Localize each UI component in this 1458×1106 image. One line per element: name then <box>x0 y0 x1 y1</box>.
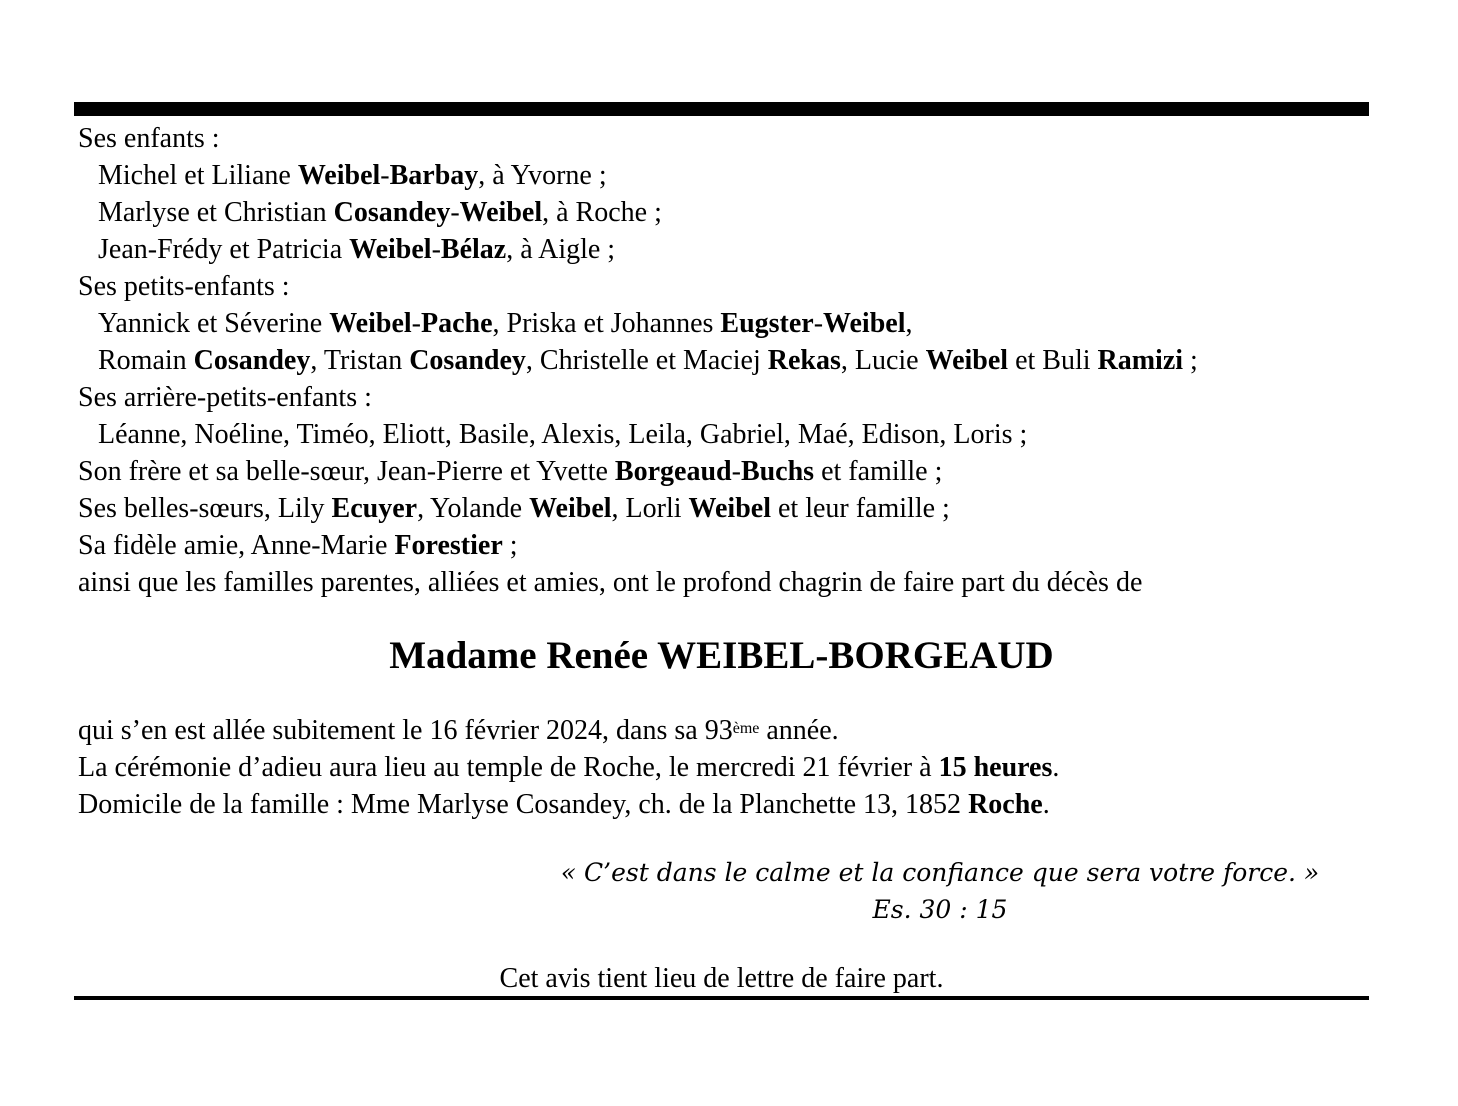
text-segment: Ses belles-sœurs, Lily <box>78 493 332 524</box>
closing-note: Cet avis tient lieu de lettre de faire part. <box>499 963 944 994</box>
text-segment: , Christelle et Maciej <box>525 345 768 376</box>
family-line <box>78 564 1142 601</box>
surname: Buchs <box>740 456 815 487</box>
surname: Ecuyer <box>331 493 418 524</box>
text-segment: , Lucie <box>840 345 926 376</box>
text-segment: Jean-Frédy et Patricia <box>98 234 350 265</box>
top-rule <box>74 102 1369 116</box>
text-segment: , Tristan <box>310 345 410 376</box>
text-segment: Yannick et Séverine <box>98 308 330 339</box>
text-segment: Ses enfants : <box>78 123 220 154</box>
text-segment: - <box>431 234 441 265</box>
text-segment: , à Aigle ; <box>506 234 616 265</box>
text-segment: , Yolande <box>417 493 530 524</box>
family-line <box>98 231 615 268</box>
ceremony-time: 15 heures <box>938 752 1053 783</box>
surname: Weibel <box>297 160 381 191</box>
surname: Cosandey <box>409 345 526 376</box>
text-segment: Ses arrière-petits-enfants : <box>78 382 372 413</box>
surname: Cosandey <box>333 197 451 228</box>
text-segment: - <box>380 160 390 191</box>
family-line <box>98 305 913 342</box>
family-line <box>78 527 518 564</box>
surname: Cosandey <box>193 345 311 376</box>
deceased-name: Madame Renée WEIBEL-BORGEAUD <box>389 634 1054 677</box>
ceremony-line <box>78 749 1059 786</box>
year-word: année. <box>759 715 839 746</box>
surname: Eugster <box>720 308 814 339</box>
family-line <box>78 490 950 527</box>
bottom-rule <box>74 996 1369 1000</box>
surname: Pache <box>421 308 493 339</box>
family-line <box>78 453 942 490</box>
text-segment: et famille ; <box>814 456 943 487</box>
text-segment: et leur famille ; <box>770 493 950 524</box>
text-segment: Son frère et sa belle-sœur, Jean-Pierre et Yvette <box>78 456 615 487</box>
text-segment: ainsi que les familles parentes, alliées et amies, ont le profond chagrin de faire part du décès de <box>78 567 1143 598</box>
text-segment: , à Roche ; <box>542 197 662 228</box>
surname: Forestier <box>394 530 503 561</box>
address-period: . <box>1042 789 1050 820</box>
surname: Weibel <box>688 493 771 524</box>
surname: Weibel <box>529 493 612 524</box>
surname: Bélaz <box>440 234 507 265</box>
text-segment: ; <box>502 530 518 561</box>
family-line <box>98 157 607 194</box>
text-segment: - <box>731 456 741 487</box>
quote-reference: Es. 30 : 15 <box>872 895 1008 924</box>
text-segment: , à Yvorne ; <box>478 160 607 191</box>
text-segment: - <box>411 308 421 339</box>
text-segment: Sa fidèle amie, Anne-Marie <box>78 530 395 561</box>
text-segment: Léanne, Noéline, Timéo, Eliott, Basile, Alexis, Leila, Gabriel, Maé, Edison, Loris ; <box>98 419 1028 450</box>
text-segment: Romain <box>98 345 194 376</box>
family-address-line <box>78 786 1050 823</box>
death-date-line <box>78 712 839 749</box>
text-segment: Michel et Liliane <box>98 160 298 191</box>
family-line <box>98 342 1198 379</box>
text-segment: Ses petits-enfants : <box>78 271 290 302</box>
address-text: Domicile de la famille : Mme Marlyse Cosandey, ch. de la Planchette 13, 1852 <box>78 789 969 820</box>
surname: Borgeaud <box>614 456 732 487</box>
text-segment: - <box>450 197 460 228</box>
family-line <box>98 194 662 231</box>
surname: Weibel <box>329 308 412 339</box>
ceremony-period: . <box>1052 752 1060 783</box>
family-line <box>78 120 220 157</box>
ordinal-suffix: ème <box>732 720 760 737</box>
text-segment: ; <box>1183 345 1198 376</box>
surname: Ramizi <box>1097 345 1184 376</box>
text-segment: , Priska et Johannes <box>492 308 721 339</box>
bible-quote: « C’est dans le calme et la confiance que sera votre force. » <box>560 858 1320 887</box>
family-line <box>78 268 290 305</box>
text-segment: , <box>905 308 913 339</box>
surname: Rekas <box>767 345 841 376</box>
address-town: Roche <box>968 789 1043 820</box>
death-date-text: qui s’en est allée subitement le 16 février 2024, dans sa 93 <box>78 715 733 746</box>
surname: Barbay <box>389 160 479 191</box>
surname: Weibel <box>823 308 906 339</box>
surname: Weibel <box>925 345 1009 376</box>
family-line <box>98 416 1027 453</box>
surname: Weibel <box>459 197 543 228</box>
family-line <box>78 379 372 416</box>
ceremony-text: La cérémonie d’adieu aura lieu au temple de Roche, le mercredi 21 février à <box>78 752 939 783</box>
surname: Weibel <box>349 234 432 265</box>
text-segment: Marlyse et Christian <box>98 197 334 228</box>
text-segment: , Lorli <box>611 493 689 524</box>
text-segment: - <box>813 308 824 339</box>
text-segment: et Buli <box>1008 345 1098 376</box>
